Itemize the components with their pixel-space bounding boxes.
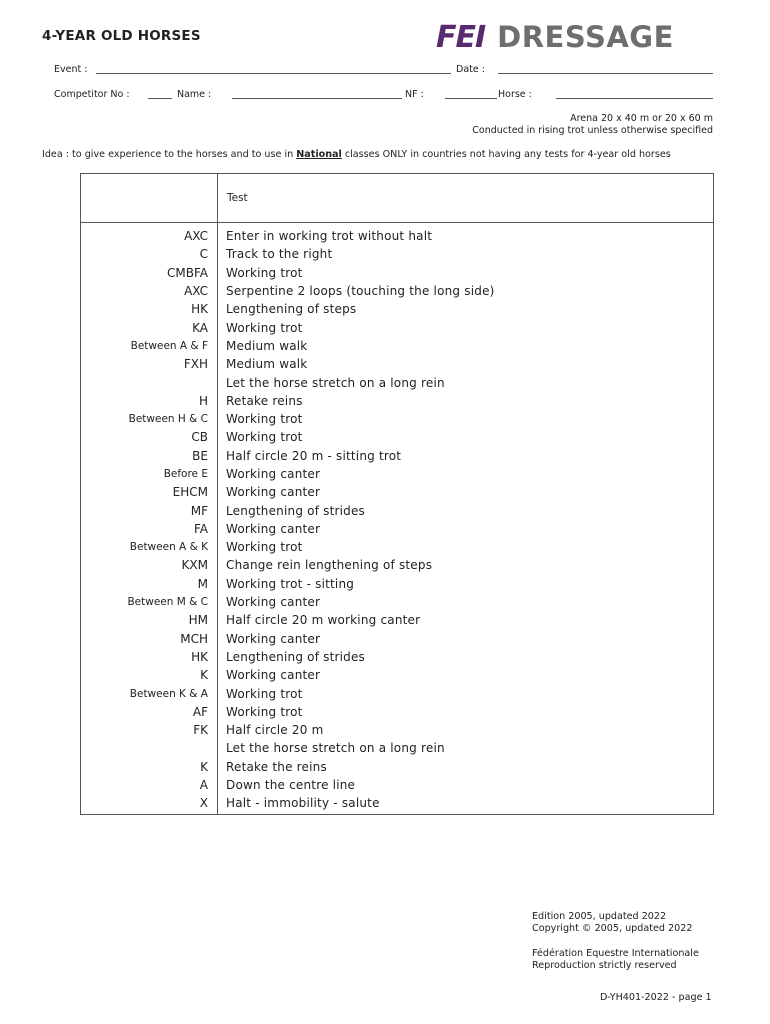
table-row xyxy=(81,520,713,538)
table-row xyxy=(81,245,713,263)
date-label: Date : xyxy=(456,64,485,75)
event-label: Event : xyxy=(54,64,88,75)
movement-description: Down the centre line xyxy=(226,778,356,793)
movement-description: Working trot xyxy=(226,704,303,719)
table-row xyxy=(81,264,713,282)
event-field[interactable] xyxy=(96,63,451,74)
movement-description: Lengthening of strides xyxy=(226,649,366,664)
footer-edition: Edition 2005, updated 2022 xyxy=(532,911,667,922)
movement-marker: FXH xyxy=(183,357,208,372)
movement-marker: Before E xyxy=(163,468,208,480)
table-row xyxy=(81,318,713,336)
movement-description: Working trot xyxy=(226,320,303,335)
movement-description: Serpentine 2 loops (touching the long side) xyxy=(226,284,495,299)
table-row xyxy=(81,593,713,611)
movement-description: Working trot xyxy=(226,540,303,555)
table-row xyxy=(81,794,713,812)
movement-description: Working canter xyxy=(226,485,321,500)
movement-marker: A xyxy=(199,778,208,793)
table-rows xyxy=(81,227,713,813)
table-row xyxy=(81,355,713,373)
page-number: D-YH401-2022 - page 1 xyxy=(600,992,712,1003)
date-field[interactable] xyxy=(498,63,713,74)
page-title: 4-YEAR OLD HORSES xyxy=(42,28,201,44)
fei-logo-mark: FEI xyxy=(436,19,486,55)
footer-federation: Fédération Equestre Internationale xyxy=(532,948,699,959)
movement-marker: KXM xyxy=(181,558,208,573)
movement-description: Working trot xyxy=(226,430,303,445)
table-row xyxy=(81,501,713,519)
nf-field[interactable] xyxy=(445,88,497,99)
movement-marker: CMBFA xyxy=(167,265,208,280)
movement-description: Let the horse stretch on a long rein xyxy=(226,741,445,756)
movement-description: Enter in working trot without halt xyxy=(226,229,433,244)
table-row xyxy=(81,300,713,318)
movement-description: Working canter xyxy=(226,631,321,646)
movement-description: Lengthening of strides xyxy=(226,503,366,518)
movement-marker: AF xyxy=(192,704,208,719)
movement-marker: K xyxy=(200,759,208,774)
movement-description: Track to the right xyxy=(226,247,333,262)
movement-description: Retake reins xyxy=(226,393,303,408)
table-row xyxy=(81,611,713,629)
movement-marker: MCH xyxy=(180,631,208,646)
table-row xyxy=(81,410,713,428)
competitor-number-field[interactable] xyxy=(148,88,172,99)
nf-label: NF : xyxy=(405,89,424,100)
movement-marker: KA xyxy=(192,320,208,335)
table-row xyxy=(81,556,713,574)
movement-description: Medium walk xyxy=(226,357,308,372)
movement-description: Half circle 20 m xyxy=(226,723,324,738)
table-row xyxy=(81,666,713,684)
movement-marker: HK xyxy=(191,302,208,317)
table-header xyxy=(81,174,713,223)
idea-prefix: Idea : to give experience to the horses and to use in xyxy=(42,149,297,160)
movement-marker: MF xyxy=(190,503,208,518)
movement-marker: Between A & F xyxy=(130,339,208,352)
movement-marker: HK xyxy=(191,649,208,664)
movement-description: Halt - immobility - salute xyxy=(226,796,380,811)
table-row xyxy=(81,703,713,721)
table-row xyxy=(81,538,713,556)
table-row xyxy=(81,447,713,465)
movement-description: Half circle 20 m - sitting trot xyxy=(226,448,402,463)
movement-description: Working canter xyxy=(226,467,321,481)
conducted-info: Conducted in rising trot unless otherwise specified xyxy=(472,125,713,136)
movement-description: Working trot - sitting xyxy=(226,576,355,591)
table-row xyxy=(81,337,713,355)
movement-description: Working canter xyxy=(226,668,321,683)
movement-marker: FA xyxy=(193,521,208,536)
movement-description: Lengthening of steps xyxy=(226,302,357,317)
movement-description: Change rein lengthening of steps xyxy=(226,558,433,573)
table-row xyxy=(81,721,713,739)
movement-marker: K xyxy=(200,668,208,683)
movement-description: Let the horse stretch on a long rein xyxy=(226,375,445,390)
movement-description: Working trot xyxy=(226,686,303,701)
table-row xyxy=(81,575,713,593)
name-label: Name : xyxy=(177,89,212,100)
movement-marker: H xyxy=(198,393,208,408)
table-row xyxy=(81,373,713,391)
table-row xyxy=(81,392,713,410)
movement-description: Medium walk xyxy=(226,338,308,353)
movement-marker: Between K & A xyxy=(129,687,208,700)
table-row xyxy=(81,227,713,245)
movement-marker: AXC xyxy=(184,284,208,299)
movement-marker: CB xyxy=(191,430,208,445)
movement-marker: FK xyxy=(193,723,208,738)
idea-national: National xyxy=(296,149,342,160)
movement-marker: C xyxy=(199,247,208,262)
table-row xyxy=(81,483,713,501)
table-row xyxy=(81,776,713,794)
competitor-label: Competitor No : xyxy=(54,89,130,100)
movement-marker: AXC xyxy=(184,229,208,244)
table-row xyxy=(81,648,713,666)
test-table xyxy=(80,173,714,815)
fei-dressage-logo xyxy=(436,20,674,54)
movement-marker: HM xyxy=(188,613,208,628)
table-row xyxy=(81,739,713,757)
horse-label: Horse : xyxy=(498,89,532,100)
movement-description: Working canter xyxy=(226,521,321,536)
dressage-logo-text: DRESSAGE xyxy=(497,20,674,54)
table-row xyxy=(81,282,713,300)
movement-description: Working trot xyxy=(226,265,303,280)
movement-marker: Between M & C xyxy=(127,596,208,609)
table-row xyxy=(81,684,713,702)
movement-marker: M xyxy=(197,576,208,591)
arena-info: Arena 20 x 40 m or 20 x 60 m xyxy=(570,113,713,124)
table-row xyxy=(81,630,713,648)
movement-description: Half circle 20 m working canter xyxy=(226,613,421,628)
movement-description: Retake the reins xyxy=(226,759,327,774)
movement-description: Working trot xyxy=(226,412,303,427)
horse-field[interactable] xyxy=(556,88,713,99)
table-row xyxy=(81,465,713,483)
movement-marker: Between A & K xyxy=(129,541,208,554)
idea-statement xyxy=(42,149,671,160)
footer-copyright: Copyright © 2005, updated 2022 xyxy=(532,923,693,934)
table-header-test: Test xyxy=(227,192,248,204)
movement-marker: X xyxy=(199,796,208,811)
name-field[interactable] xyxy=(232,88,402,99)
movement-description: Working canter xyxy=(226,595,321,610)
movement-marker: EHCM xyxy=(172,485,208,500)
movement-marker: BE xyxy=(192,448,208,463)
footer-reproduction: Reproduction strictly reserved xyxy=(532,960,677,971)
table-row xyxy=(81,428,713,446)
idea-suffix: classes ONLY in countries not having any tests for 4-year old horses xyxy=(341,149,671,160)
movement-marker: Between H & C xyxy=(128,413,208,426)
table-row xyxy=(81,758,713,776)
